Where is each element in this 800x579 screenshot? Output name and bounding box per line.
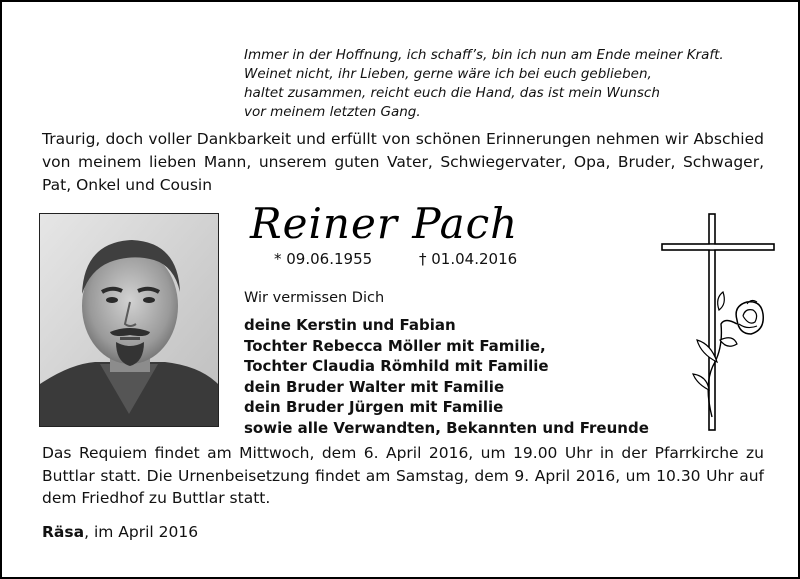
miss-line: Wir vermissen Dich (244, 290, 385, 306)
poem-line: vor meinem letzten Gang. (244, 104, 421, 120)
mourner-line: Tochter Rebecca Möller mit Familie, (244, 336, 546, 355)
portrait-photo (39, 213, 219, 427)
birth-date: * 09.06.1955 (274, 250, 373, 268)
poem (244, 46, 764, 122)
portrait-image (40, 214, 218, 426)
closing-line (42, 521, 198, 543)
cross-drawing (657, 212, 779, 432)
cross-with-rose-icon (657, 212, 779, 432)
requiem-text: Das Requiem findet am Mittwoch, dem 6. April 2016, um 19.00 Uhr in der Pfarrkirche zu Buttlar statt. Die Urnenbeisetzung findet am Samstag, dem 9. April 2016, um 10.30 Uhr auf dem Friedhof zu Buttlar statt. (42, 444, 764, 507)
mourner-line: dein Bruder Walter mit Familie (244, 377, 505, 396)
closing-place: Räsa (42, 523, 85, 541)
mourner-line: Tochter Claudia Römhild mit Familie (244, 357, 549, 375)
poem-line: haltet zusammen, reicht euch die Hand, das ist mein Wunsch (244, 85, 660, 101)
deceased-name: Reiner Pach (250, 199, 519, 248)
closing-date: , im April 2016 (84, 523, 199, 541)
death-date: † 01.04.2016 (419, 250, 518, 268)
poem-line: Immer in der Hoffnung, ich schaff’s, bin ich nun am Ende meiner Kraft. (244, 47, 724, 63)
mourner-line: dein Bruder Jürgen mit Familie (244, 398, 504, 416)
intro-text: Traurig, doch voller Dankbarkeit und erfüllt von schönen Erinnerungen nehmen wir Abschied von meinem lieben Mann, unserem guten Vater, Schwiegervater, Opa, Bruder, Schwager, Pat, Onkel und Cousin (42, 130, 764, 194)
poem-line: Weinet nicht, ihr Lieben, gerne wäre ich bei euch geblieben, (244, 66, 652, 82)
mourner-line: sowie alle Verwandten, Bekannten und Freunde (244, 418, 649, 437)
mourner-line: deine Kerstin und Fabian (244, 316, 456, 334)
mourners-list (244, 315, 684, 438)
